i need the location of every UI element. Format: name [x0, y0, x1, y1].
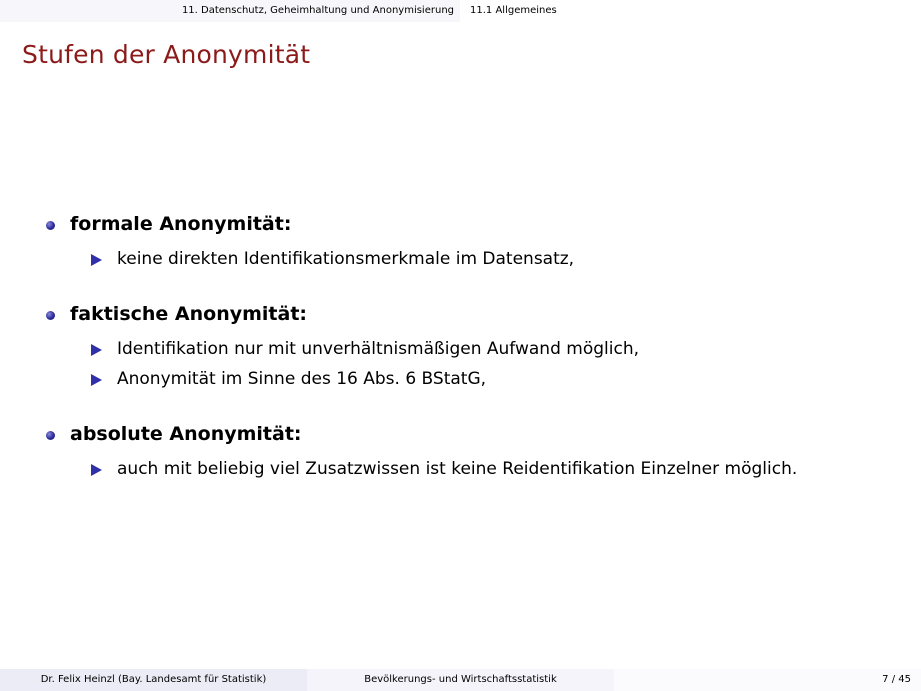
list-item: [0, 420, 921, 484]
list-item-label: absolute Anonymität:: [70, 423, 302, 445]
sub-list-item-text: Anonymität im Sinne des 16 Abs. 6 BStatG,: [117, 369, 487, 389]
slide-content: [0, 210, 921, 510]
list-item: [0, 210, 921, 274]
sub-list-item: [0, 244, 921, 274]
slide-title: Stufen der Anonymität: [22, 40, 311, 69]
sub-list-item: [0, 334, 921, 364]
header-subsection-link[interactable]: [460, 0, 921, 22]
footer-author: [0, 669, 307, 691]
list-item: [0, 300, 921, 394]
sub-list-item-text: Identifikation nur mit unverhältnismäßigen Aufwand möglich,: [117, 339, 639, 359]
sub-list-item: [0, 454, 921, 484]
sub-list-item-text: auch mit beliebig viel Zusatzwissen ist keine Reidentifikation Einzelner möglich.: [117, 459, 798, 479]
list-item-label: formale Anonymität:: [70, 213, 292, 235]
bullet-icon: [46, 311, 55, 320]
bullet-icon: [46, 221, 55, 230]
triangle-arrow-icon: [91, 374, 102, 386]
header-section-label: 11. Datenschutz, Geheimhaltung und Anonymisierung: [181, 5, 454, 16]
list-item-label: faktische Anonymität:: [70, 303, 308, 325]
header-section-link[interactable]: [0, 0, 460, 22]
triangle-arrow-icon: [91, 254, 102, 266]
triangle-arrow-icon: [91, 344, 102, 356]
footer-page-number: [614, 669, 921, 691]
header-subsection-label: 11.1 Allgemeines: [470, 5, 557, 16]
sub-list-item: [0, 364, 921, 394]
footer-course-text: Bevölkerungs- und Wirtschaftsstatistik: [364, 674, 557, 685]
header-navigation: [0, 0, 921, 22]
sub-list-item-text: keine direkten Identifikationsmerkmale im Datensatz,: [117, 249, 575, 269]
footer-course: [307, 669, 614, 691]
footer-author-text: Dr. Felix Heinzl (Bay. Landesamt für Statistik): [40, 674, 267, 685]
footer-page-text: 7 / 45: [882, 674, 911, 685]
triangle-arrow-icon: [91, 464, 102, 476]
footer: [0, 669, 921, 691]
bullet-icon: [46, 431, 55, 440]
